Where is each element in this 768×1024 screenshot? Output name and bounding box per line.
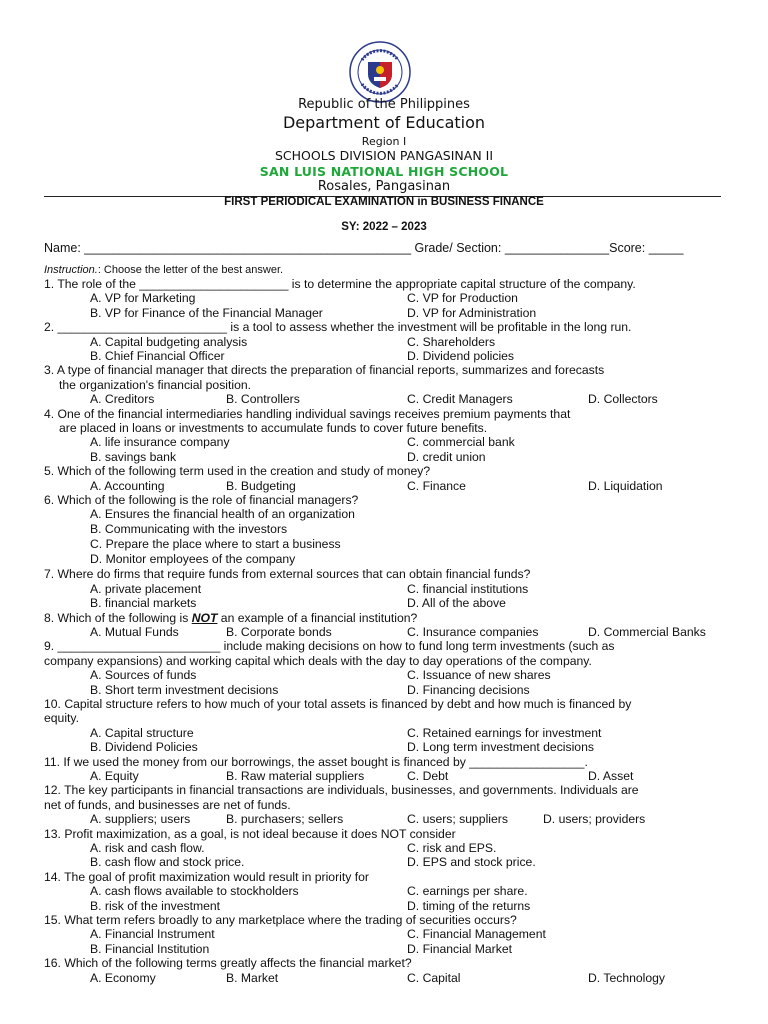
answer-choice[interactable]: C. Retained earnings for investment [407,725,602,740]
choice-row [44,971,724,985]
answer-choice[interactable]: A. life insurance company [90,435,230,450]
answer-choice[interactable]: D. Monitor employees of the company [90,552,296,567]
republic-heading: Republic of the Philippines [298,97,470,112]
question-list [44,277,724,985]
question-stem: 4. One of the financial intermediaries handling individual savings receives premium payments that [44,406,571,421]
choice-row [44,392,724,406]
question-stem: 11. If we used the money from our borrowings, the asset bought is financed by _________________. [44,754,588,769]
answer-choice[interactable]: D. Commercial Banks [588,624,706,639]
choice-row [44,927,724,941]
answer-choice[interactable]: B. Chief Financial Officer [90,348,225,363]
answer-choice[interactable]: B. risk of the investment [90,898,221,913]
answer-choice[interactable]: A. risk and cash flow. [90,840,205,855]
question-stem-continued: are placed in loans or investments to accumulate funds to cover future benefits. [59,420,488,435]
answer-choice[interactable]: D. credit union [407,449,486,464]
answer-choice[interactable]: A. Economy [90,970,156,985]
choice-row [44,855,724,869]
answer-choice[interactable]: A. Creditors [90,392,155,407]
answer-choice[interactable]: C. Prepare the place where to start a business [90,537,341,552]
choice-row [44,726,724,740]
question-stem-text: an example of a financial institution? [217,610,418,625]
school-location: Rosales, Pangasinan [317,179,451,194]
question-stem: 1. The role of the ______________________ is to determine the appropriate capital structure of the company. [44,277,636,291]
deped-seal-logo [348,40,412,104]
question-3 [44,363,724,406]
choice-row [44,349,724,363]
division-heading: SCHOOLS DIVISION PANGASINAN II [274,148,494,163]
question-stem-continued: net of funds, and businesses are net of funds. [44,797,291,812]
answer-choice[interactable]: A. Capital structure [90,725,194,740]
answer-choice[interactable]: B. cash flow and stock price. [90,855,245,870]
choice-row [44,683,724,697]
question-9 [44,639,724,697]
choice-row [44,596,724,610]
answer-choice[interactable]: B. Communicating with the investors [90,522,288,537]
question-7 [44,567,724,610]
answer-choice[interactable]: C. commercial bank [407,435,515,450]
choice-row [44,899,724,913]
answer-choice[interactable]: A. Capital budgeting analysis [90,334,248,349]
school-year: SY: 2022 – 2023 [341,221,427,233]
question-10 [44,697,724,755]
answer-choice[interactable]: B. Dividend Policies [90,740,198,755]
answer-choice[interactable]: C. Capital [407,970,461,985]
answer-choice[interactable]: C. VP for Production [407,291,518,306]
choice-row [44,668,724,682]
question-stem: 5. Which of the following term used in the creation and study of money? [44,464,431,479]
question-stem-continued: the organization's financial position. [59,377,252,392]
question-stem: 14. The goal of profit maximization would result in priority for [44,869,369,884]
instruction-label: Instruction. [44,264,98,276]
answer-choice[interactable]: A. Equity [90,768,139,783]
choice-row [44,841,724,855]
answer-choice[interactable]: B. Corporate bonds [226,624,332,639]
answer-choice[interactable]: D. Asset [588,768,634,783]
instruction-text: : Choose the letter of the best answer. [97,264,284,276]
choice-row [44,335,724,349]
answer-choice[interactable]: A. Ensures the financial health of an organization [90,507,355,522]
answer-choice[interactable]: D. EPS and stock price. [407,855,536,870]
question-stem-continued: company expansions) and working capital which deals with the day to day operations of the company. [44,653,592,668]
question-11 [44,755,724,784]
question-2 [44,320,724,363]
answer-choice[interactable]: B. savings bank [90,449,177,464]
question-stem: 16. Which of the following terms greatly affects the financial market? [44,956,412,971]
answer-choice[interactable]: A. Sources of funds [90,668,197,683]
emphasis-not: NOT [191,610,218,625]
answer-choice[interactable]: B. Controllers [226,392,300,407]
exam-questions [44,264,724,985]
question-stem: 10. Capital structure refers to how much of your total assets is financed by debt and how much is financed by [44,696,632,711]
answer-choice[interactable]: C. Finance [407,478,466,493]
school-name: SAN LUIS NATIONAL HIGH SCHOOL [259,164,509,179]
question-stem: 6. Which of the following is the role of financial managers? [44,492,359,507]
choice-row [44,769,724,783]
answer-choice[interactable]: A. suppliers; users [90,812,191,827]
answer-choice[interactable]: C. Insurance companies [407,624,539,639]
question-16 [44,956,724,985]
answer-choice[interactable]: D. Technology [588,970,666,985]
question-stem: 12. The key participants in financial transactions are individuals, businesses, and governments. Individuals are [44,783,639,798]
answer-choice[interactable]: C. Debt [407,768,449,783]
answer-choice[interactable]: D. VP for Administration [407,305,537,320]
question-6 [44,493,724,567]
answer-choice[interactable]: B. Financial Institution [90,941,210,956]
question-stem: 3. A type of financial manager that directs the preparation of financial reports, summarizes and forecasts [44,363,605,378]
choice-row [44,582,724,596]
choice-row [44,812,724,826]
instruction [44,264,724,277]
question-stem: 7. Where do firms that require funds from external sources that can obtain financial funds? [44,567,531,582]
answer-choice[interactable]: D. Collectors [588,392,658,407]
choice-row [44,625,724,639]
choice-row [44,435,724,449]
question-12 [44,783,724,826]
question-stem-text: 8. Which of the following is [44,610,192,625]
answer-choice[interactable]: D. users; providers [543,812,646,827]
answer-choice[interactable]: D. Financing decisions [407,682,530,697]
answer-choice[interactable]: B. Short term investment decisions [90,682,279,697]
answer-choice[interactable]: C. earnings per share. [407,884,528,899]
answer-choice[interactable]: A. Financial Instrument [90,927,215,942]
answer-choice[interactable]: B. financial markets [90,596,197,611]
question-stem-continued: equity. [44,711,80,726]
answer-choice[interactable]: C. Financial Management [407,927,546,942]
choice-row [44,291,724,305]
question-stem: 9. ________________________ include making decisions on how to fund long term investments (such as [44,639,615,654]
question-1 [44,277,724,320]
answer-choice[interactable]: C. risk and EPS. [407,840,497,855]
answer-choice[interactable]: D. Financial Market [407,941,512,956]
answer-choice[interactable]: B. Budgeting [226,478,296,493]
answer-choice[interactable]: D. Liquidation [588,478,663,493]
student-info-line[interactable]: Name: _______________________________________________ Grade/ Section: _______________Score: _____ [44,241,684,255]
answer-choice[interactable]: B. Market [226,970,279,985]
answer-choice[interactable]: B. VP for Finance of the Financial Manager [90,305,323,320]
question-15 [44,913,724,956]
choice-row [44,479,724,493]
choice-row [44,740,724,754]
answer-choice[interactable]: C. Credit Managers [407,392,513,407]
choice-row [44,306,724,320]
answer-choice[interactable]: C. financial institutions [407,581,529,596]
choice-row [44,884,724,898]
answer-choice[interactable]: B. purchasers; sellers [226,812,344,827]
department-heading: Department of Education [282,113,486,132]
question-stem: 13. Profit maximization, as a goal, is not ideal because it does NOT consider [44,826,456,841]
exam-title: FIRST PERIODICAL EXAMINATION in BUSINESS FINANCE [224,196,544,208]
question-stem: 2. _________________________ is a tool to assess whether the investment will be profitable in the long run. [44,320,632,335]
question-stem: 15. What term refers broadly to any marketplace where the trading of securities occurs? [44,912,517,927]
answer-choice[interactable]: D. Long term investment decisions [407,740,594,755]
answer-choice[interactable]: D. Dividend policies [407,348,515,363]
answer-choice[interactable]: A. cash flows available to stockholders [90,884,299,899]
question-14 [44,870,724,913]
answer-choice[interactable]: A. Mutual Funds [90,624,179,639]
answer-choice[interactable]: B. Raw material suppliers [226,768,365,783]
answer-choice[interactable]: A. Accounting [90,478,165,493]
answer-choice[interactable]: C. Issuance of new shares [407,668,551,683]
question-stem [44,611,724,625]
choice-row [44,942,724,956]
answer-choice[interactable]: A. VP for Marketing [90,291,196,306]
answer-choice[interactable]: D. timing of the returns [407,898,531,913]
question-5 [44,464,724,493]
region-heading: Region I [361,135,407,148]
question-13 [44,827,724,870]
answer-choice[interactable]: A. private placement [90,581,202,596]
answer-choice[interactable]: C. Shareholders [407,334,496,349]
question-4 [44,407,724,465]
choice-row [44,450,724,464]
answer-choice[interactable]: C. users; suppliers [407,812,508,827]
question-8 [44,611,724,640]
answer-choice[interactable]: D. All of the above [407,596,506,611]
